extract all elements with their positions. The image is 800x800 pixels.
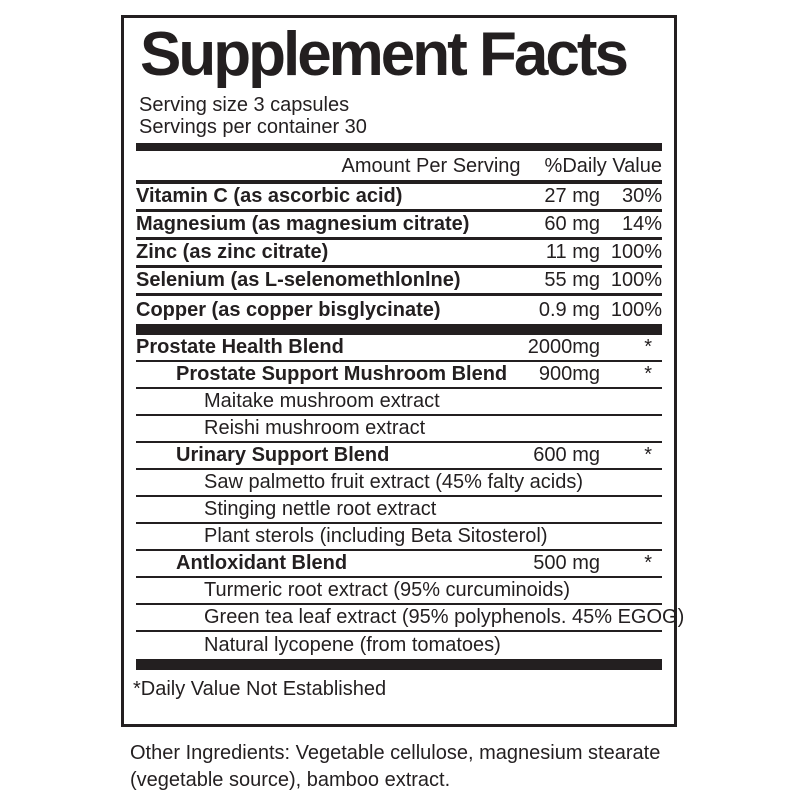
servings-per-container-line: Servings per container 30 (139, 116, 367, 138)
nutrient-daily-value: 100% (610, 269, 662, 291)
blend-amount: 500 mg (533, 552, 600, 574)
blend-row (136, 362, 662, 389)
blend-daily-value: * (644, 336, 652, 358)
daily-value-footnote: *Daily Value Not Established (133, 678, 387, 700)
blend-ingredient-row (136, 416, 662, 443)
blend-ingredient-row (136, 389, 662, 416)
supplement-facts-panel (121, 15, 685, 727)
blend-amount: 2000mg (527, 336, 600, 358)
nutrient-row (136, 212, 662, 240)
section-divider-bar (136, 143, 662, 151)
blend-daily-value: * (644, 552, 652, 574)
nutrient-daily-value: 30% (621, 185, 662, 207)
section-divider-bar (136, 324, 662, 335)
blend-ingredient-row (136, 524, 662, 551)
blend-daily-value: * (644, 444, 652, 466)
nutrient-amount: 60 mg (544, 213, 600, 235)
nutrient-daily-value: 100% (610, 241, 662, 263)
blend-ingredient-name: Stinging nettle root extract (204, 498, 437, 520)
nutrient-name: Copper (as copper bisglycinate) (136, 298, 441, 321)
blend-ingredient-row (136, 497, 662, 524)
blend-ingredient-name: Turmeric root extract (95% curcuminoids) (204, 579, 571, 601)
nutrient-name: Zinc (as zinc citrate) (136, 241, 329, 263)
amount-per-serving-header: Amount Per Serving (341, 155, 521, 177)
serving-size-line: Serving size 3 capsules (139, 94, 350, 116)
blend-ingredient-name: Saw palmetto fruit extract (45% falty acids) (204, 471, 584, 493)
blend-ingredient-row (136, 470, 662, 497)
column-header-row (136, 151, 662, 184)
facts-title: Supplement Facts (140, 20, 626, 89)
blend-name: Antloxidant Blend (176, 552, 348, 574)
nutrient-amount: 27 mg (544, 185, 600, 207)
blend-ingredient-name: Maitake mushroom extract (204, 390, 440, 412)
blend-name: Urinary Support Blend (176, 444, 390, 466)
nutrient-row (136, 240, 662, 268)
blend-row (136, 443, 662, 470)
section-divider-bar (136, 659, 662, 670)
blend-ingredient-row (136, 605, 685, 632)
nutrient-row (136, 184, 662, 212)
blend-ingredient-name: Natural lycopene (from tomatoes) (204, 634, 501, 656)
blend-ingredient-row (136, 632, 662, 659)
nutrient-row (136, 296, 662, 324)
blend-amount: 600 mg (533, 444, 600, 466)
blend-ingredient-row (136, 578, 662, 605)
nutrient-name: Vitamin C (as ascorbic acid) (136, 185, 403, 207)
nutrient-daily-value: 14% (621, 213, 662, 235)
blend-ingredient-name: Plant sterols (including Beta Sitosterol) (204, 525, 548, 547)
other-ingredients-text: Other Ingredients: Vegetable cellulose, magnesium stearate (vegetable source), bamboo extract. (130, 742, 661, 791)
nutrient-name: Selenium (as L-selenomethlonlne) (136, 269, 461, 291)
nutrient-amount: 0.9 mg (538, 298, 600, 321)
blend-ingredient-name: Green tea leaf extract (95% polyphenols. 45% EGOG) (204, 606, 685, 628)
nutrient-name: Magnesium (as magnesium citrate) (136, 213, 470, 235)
blend-daily-value: * (644, 363, 652, 385)
blend-name: Prostate Support Mushroom Blend (176, 363, 508, 385)
blend-ingredient-name: Reishi mushroom extract (204, 417, 426, 439)
blend-name: Prostate Health Blend (136, 336, 344, 358)
nutrient-row (136, 268, 662, 296)
daily-value-header: %Daily Value (544, 155, 662, 177)
blend-row (136, 335, 662, 362)
nutrient-amount: 55 mg (544, 269, 600, 291)
blend-row (136, 551, 662, 578)
blend-amount: 900mg (538, 363, 600, 385)
nutrient-daily-value: 100% (610, 298, 662, 321)
nutrient-amount: 11 mg (545, 241, 600, 263)
